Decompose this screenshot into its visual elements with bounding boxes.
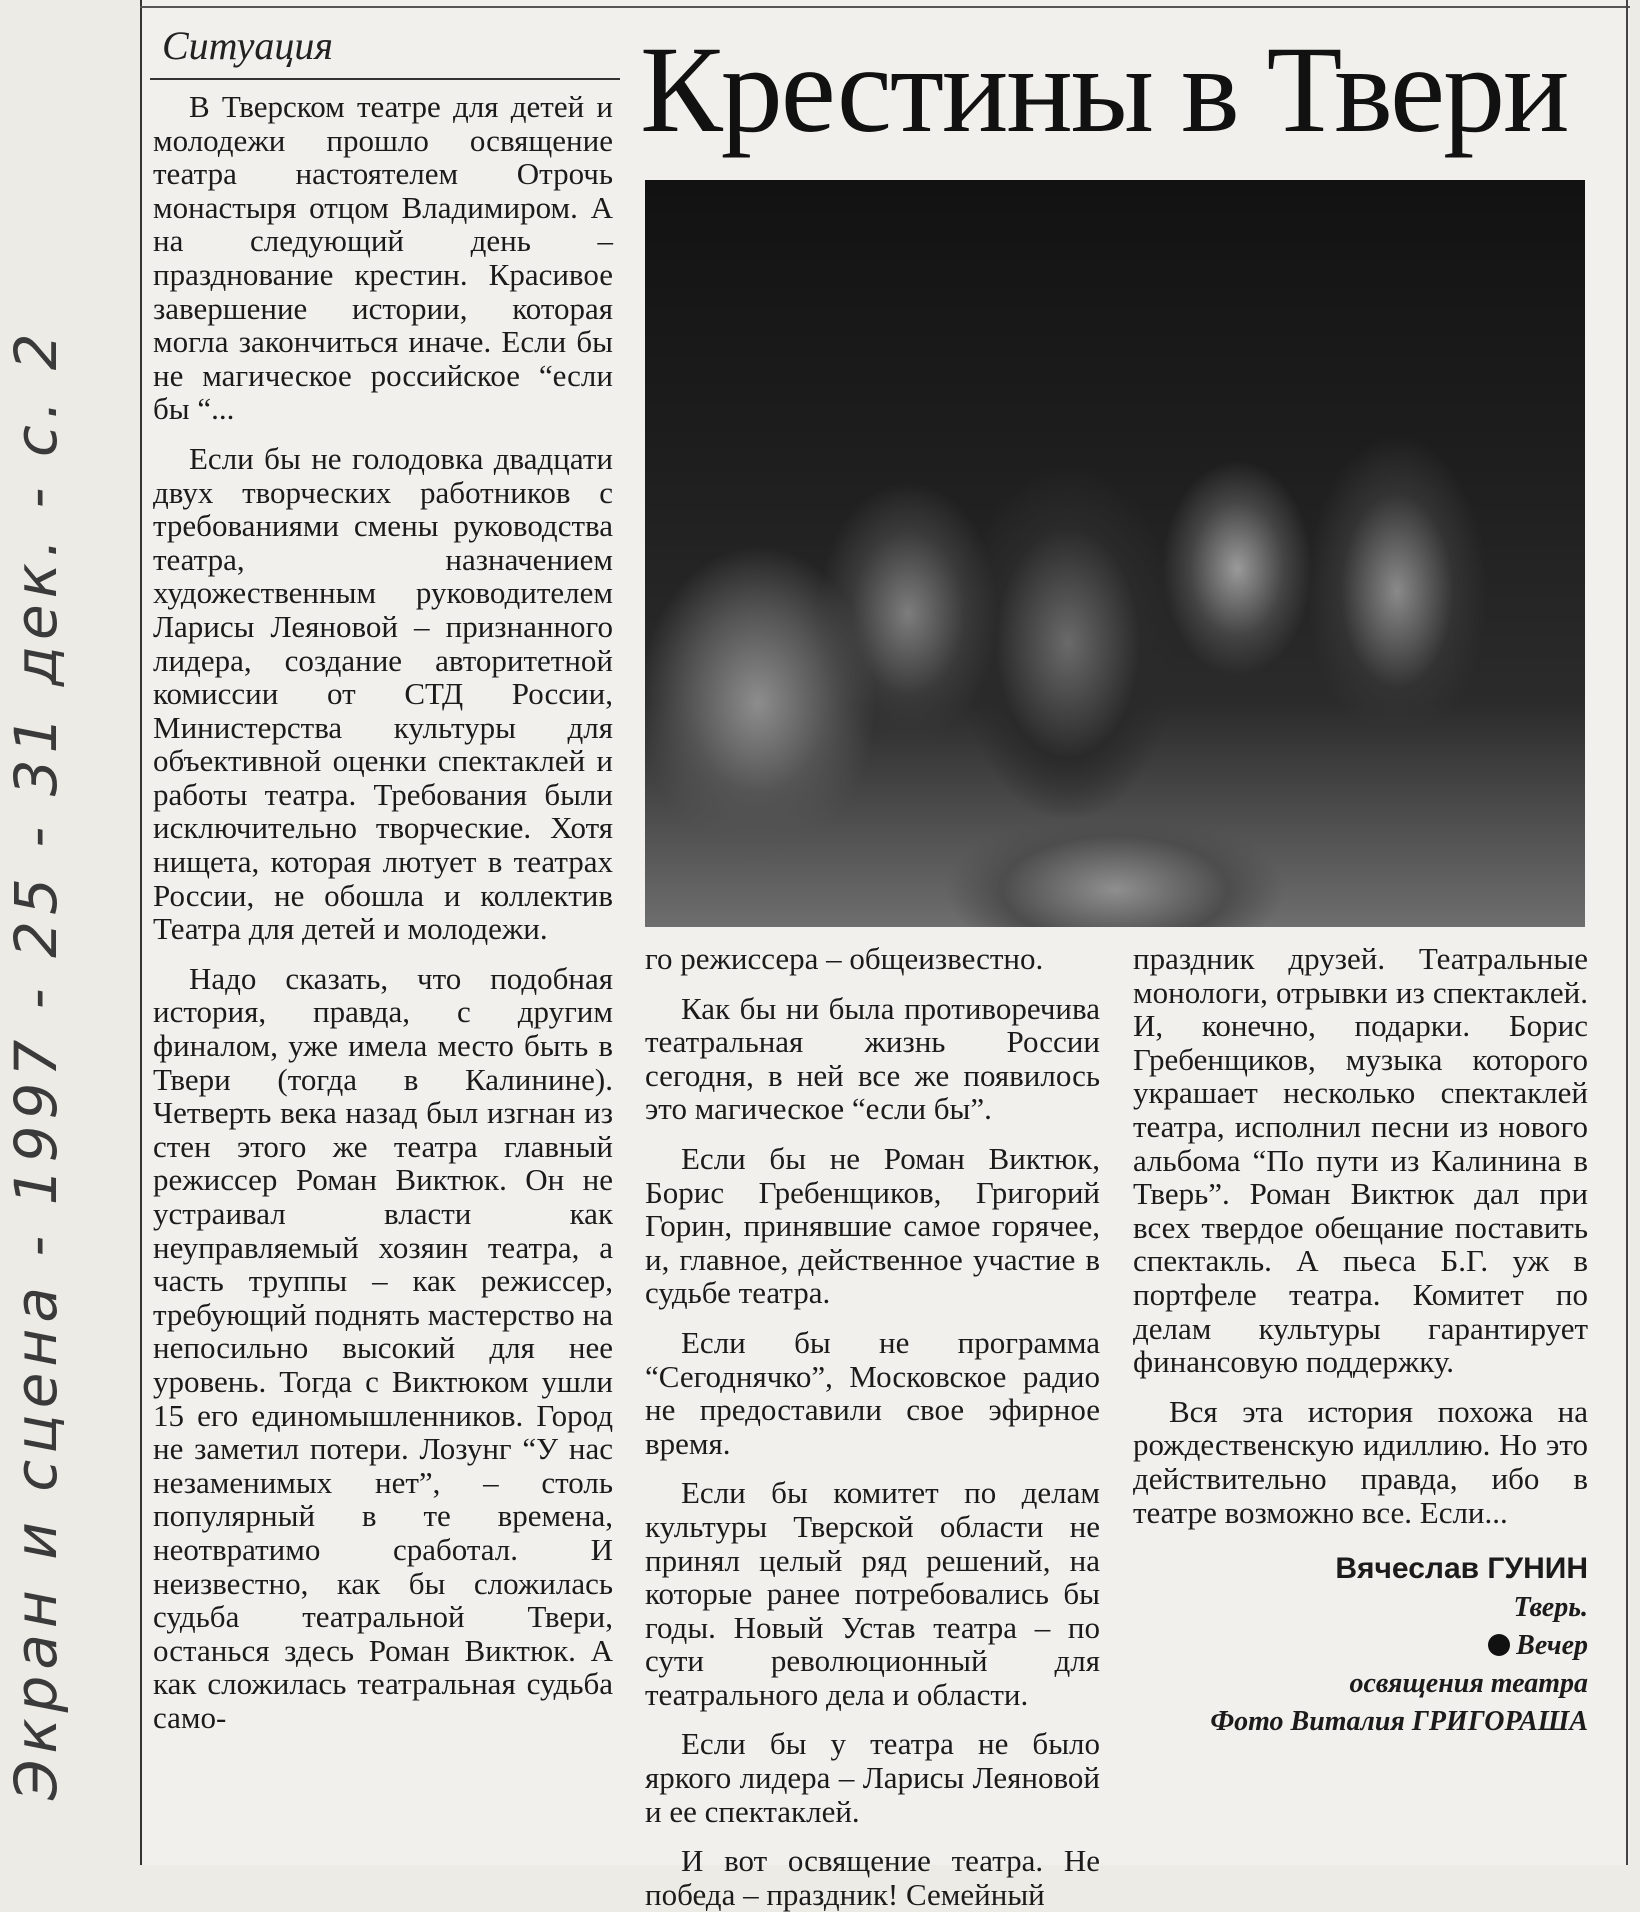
place-label: Тверь.: [1513, 1592, 1588, 1624]
paragraph: го режиссера – общеизвестно.: [645, 941, 1044, 976]
section-rubric: Ситуация: [162, 23, 333, 68]
paragraph: Если бы не программа “Сегоднячко”, Московское радио не предоставили свое эфирное время.: [645, 1324, 1100, 1461]
paragraph: Надо сказать, что подобная история, правда, с другим финалом, уже имела место быть в Твери (тогда в Калинине). Четверть века назад был изгнан из стен этого же театра главный режиссер Роман Виктюк. Он не устраивал власти как неуправляемый хозяин театра, а часть труппы – как режиссер, требующий поднять мастерство на непосильно высокий для нее уровень. Тогда с Виктюком ушли 15 его единомышленников. Город не заметил потери. Лозунг “У нас незаменимых нет”, – столь популярный в те времена, неотвратимо сработал. И неизвестно, как бы сложилась судьба театральной Твери, останься здесь Роман Виктюк. А как сложилась театральная судьба само-: [153, 960, 613, 1735]
clipping-border-right: [1626, 0, 1628, 1865]
paragraph: праздник друзей. Театральные монологи, отрывки из спектаклей. И, конечно, подарки. Борис Гребенщиков, музыка которого украшает несколько спектаклей театра, исполнил песни из нового альбома “По пути из Калинина в Тверь”. Роман Виктюк дал при всех твердое обещание поставить спектакль. А пьеса Б.Г. уж в портфеле театра. Комитет по делам культуры гарантирует финансовую поддержку.: [1133, 941, 1588, 1380]
bullet-icon: [1488, 1634, 1510, 1656]
clipping-border-top: [140, 6, 1630, 8]
rubric-underline: [150, 78, 620, 80]
paragraph: Если бы у театра не было яркого лидера – Ларисы Леяновой и ее спектаклей.: [645, 1726, 1100, 1829]
article-headline: Крестины в Твери: [640, 21, 1568, 158]
paragraph: В Тверском театре для детей и молодежи прошло освящение театра настоятелем Отрочь монастыря отцом Владимиром. А на следующий день – празднование крестин. Красивое завершение истории, которая могла закончиться иначе. Если бы не магическое российское “если бы “...: [153, 89, 613, 427]
handwritten-margin-note: Экран и сцена - 1997 - 25 - 31 дек. - с. 2: [2, 327, 70, 1800]
photo-caption-line-2: освящения театра: [1349, 1668, 1588, 1700]
photo-caption: [1133, 1629, 1588, 1663]
paragraph: Если бы не голодовка двадцати двух творческих работников с требованиями смены руководства театра, назначением художественным руководителем Ларисы Леяновой – признанного лидера, создание авторитетной комиссии от СТД России, Министерства культуры для объективной оценки спектаклей и работы театра. Требования были исключительно творческие. Хотя нищета, которая лютует в театрах России, не обошла и коллектив Театра для детей и молодежи.: [153, 440, 613, 947]
column-1: [153, 90, 613, 1735]
author-byline: Вячеслав ГУНИН: [1335, 1552, 1588, 1586]
column-3: [1133, 942, 1588, 1739]
paragraph: Как бы ни была противоречива театральная жизнь России сегодня, в ней все же появилось это магическое “если бы”.: [645, 990, 1100, 1127]
caption-line-1: Вечер: [1516, 1630, 1588, 1662]
paragraph: Если бы комитет по делам культуры Тверской области не принял целый ряд решений, на которые ранее потребовались бы годы. Новый Устав театра – по сути революционный для театрального дела и области.: [645, 1475, 1100, 1712]
article-photo: [645, 180, 1585, 927]
paragraph: И вот освящение театра. Не победа – праздник! Семейный: [645, 1843, 1100, 1912]
photo-credit: Фото Виталия ГРИГОРАША: [1210, 1706, 1588, 1738]
paragraph: Если бы не Роман Виктюк, Борис Гребенщиков, Григорий Горин, принявшие самое горячее, и, главное, действенное участие в судьбе театра.: [645, 1140, 1100, 1311]
paragraph: Вся эта история похожа на рождественскую идиллию. Но это действительно правда, ибо в театре возможно все. Если...: [1133, 1393, 1588, 1530]
column-2: [645, 942, 1100, 1911]
clipping-border-left: [140, 0, 142, 1865]
